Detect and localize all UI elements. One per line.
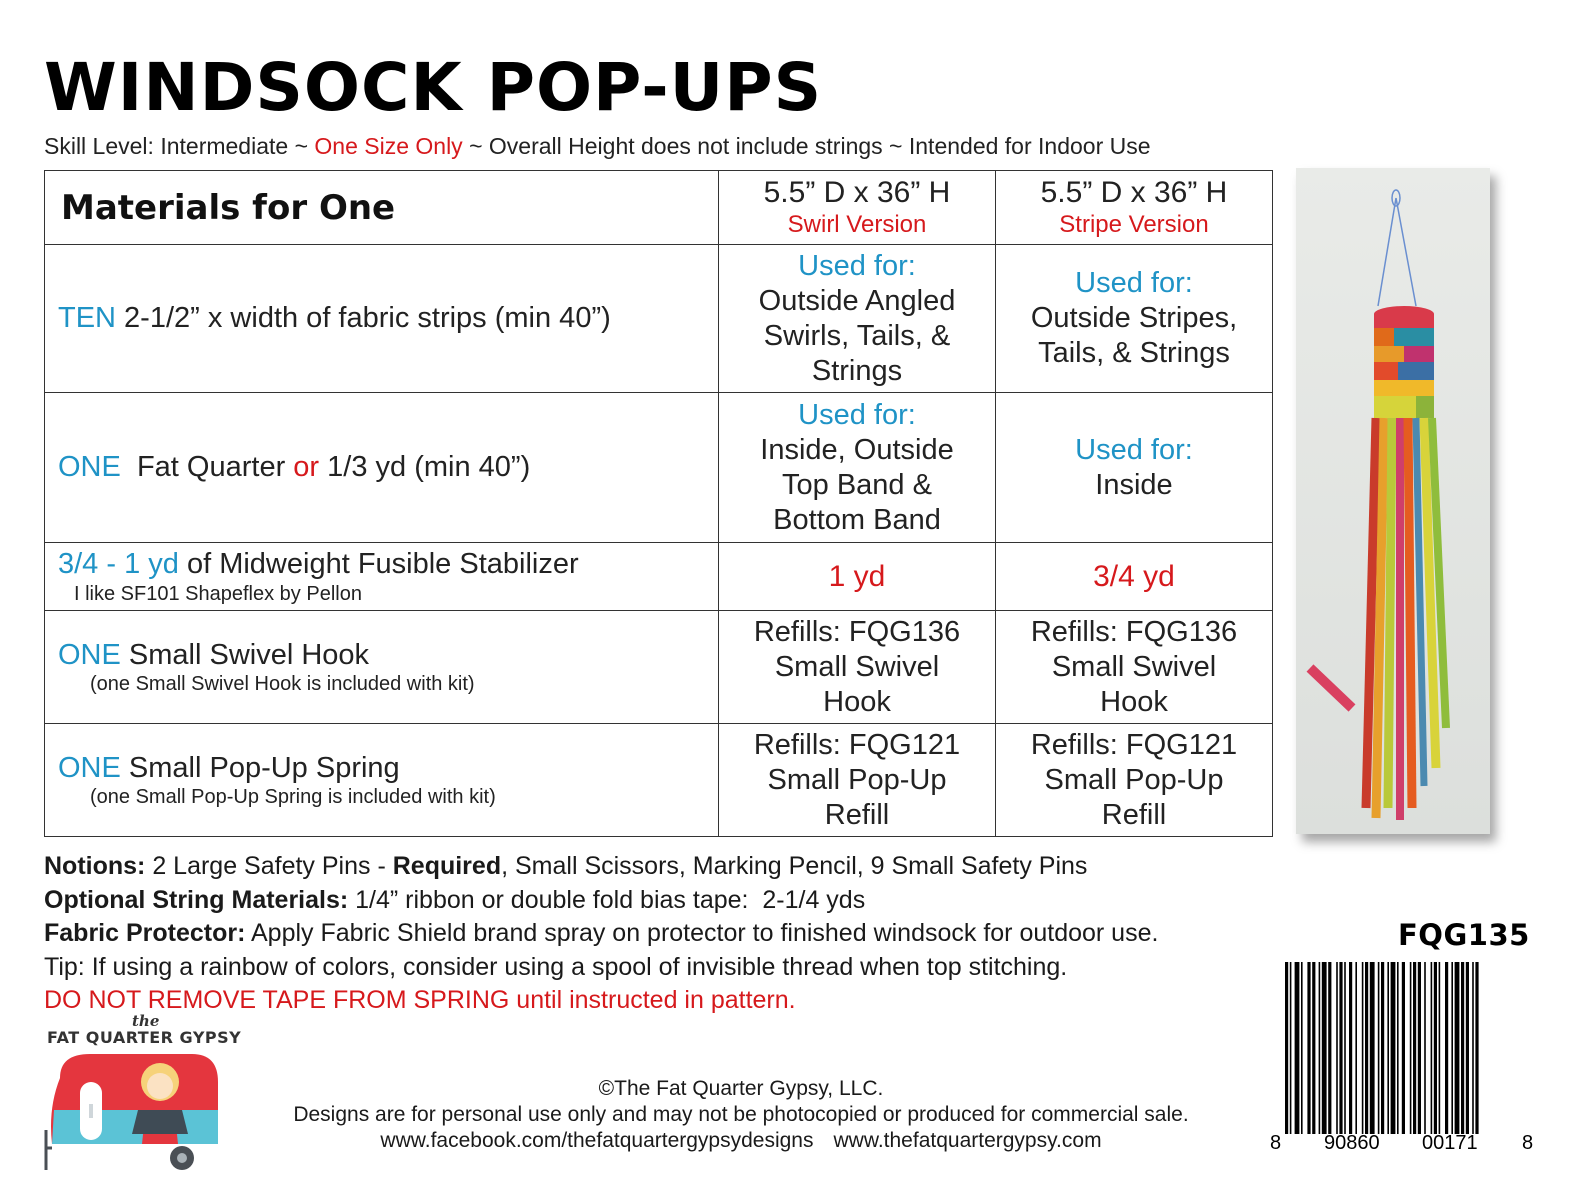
material-qty: ONE bbox=[58, 638, 121, 671]
swirl-amount bbox=[719, 543, 996, 611]
used-for-label: Used for: bbox=[798, 249, 916, 282]
barcode-bar bbox=[1301, 962, 1303, 1134]
material-note: I like SF101 Shapeflex by Pellon bbox=[74, 582, 362, 605]
table-row bbox=[45, 245, 1273, 393]
refill-line: Refills: FQG121 bbox=[753, 728, 961, 761]
used-for-label: Used for: bbox=[1075, 433, 1193, 466]
usage-line: Strings bbox=[811, 354, 903, 387]
barcode-bar bbox=[1312, 962, 1315, 1134]
refill-line: Refills: FQG121 bbox=[1030, 728, 1238, 761]
material-desc: of Midweight Fusible Stabilizer bbox=[178, 548, 579, 581]
barcode-bar bbox=[1387, 962, 1389, 1134]
notions-label: Notions: bbox=[44, 852, 146, 880]
notions-text: , Small Scissors, Marking Pencil, 9 Small Safety Pins bbox=[501, 852, 1088, 880]
barcode-bar bbox=[1391, 962, 1396, 1134]
materials-heading: Materials for One bbox=[45, 171, 719, 245]
materials-table bbox=[44, 170, 1273, 837]
swirl-header bbox=[719, 171, 996, 245]
barcode-bar bbox=[1397, 962, 1399, 1134]
barcode-bar bbox=[1355, 962, 1357, 1134]
stripe-version: Stripe Version bbox=[1059, 210, 1209, 238]
barcode-bar bbox=[1365, 962, 1368, 1134]
barcode-bar bbox=[1418, 962, 1421, 1134]
stripe-header bbox=[996, 171, 1273, 245]
amount-value: 1 yd bbox=[828, 559, 886, 593]
swirl-usage bbox=[719, 393, 996, 543]
refill-line: Small Swivel bbox=[1051, 650, 1217, 683]
stripe-refill bbox=[996, 724, 1273, 837]
barcode-bar bbox=[1410, 962, 1412, 1134]
material-fat-quarter bbox=[45, 393, 719, 543]
facebook-link[interactable]: www.facebook.com/thefatquartergypsydesigns bbox=[380, 1129, 814, 1152]
table-header-row bbox=[45, 171, 1273, 245]
refill-line: Refill bbox=[824, 798, 890, 831]
usage-line: Outside Angled bbox=[758, 284, 956, 317]
footer-links bbox=[225, 1128, 1257, 1154]
stripe-refill bbox=[996, 611, 1273, 724]
barcode-digit-last: 8 bbox=[1522, 1132, 1534, 1154]
used-for-label: Used for: bbox=[1075, 267, 1193, 299]
subtitle-height: ~ Overall Height does not include strings ~ Intended for Indoor Use bbox=[462, 133, 1151, 159]
usage-line: Outside Stripes, bbox=[1030, 302, 1238, 334]
footer bbox=[225, 1076, 1257, 1154]
table-row bbox=[45, 611, 1273, 724]
notions-line bbox=[44, 850, 1284, 884]
usage-line: Inside bbox=[1095, 468, 1173, 501]
disclaimer: Designs are for personal use only and may not be photocopied or produced for commercial sale. bbox=[293, 1103, 1189, 1126]
barcode-digits-left: 90860 bbox=[1324, 1132, 1380, 1154]
barcode-bar bbox=[1461, 962, 1464, 1134]
barcode-bar bbox=[1307, 962, 1310, 1134]
barcode-bar bbox=[1439, 962, 1441, 1134]
barcode-bar bbox=[1381, 962, 1384, 1134]
stripe-usage bbox=[996, 393, 1273, 543]
material-desc: 2-1/2” x width of fabric strips (min 40”) bbox=[116, 302, 611, 335]
protector-text: Apply Fabric Shield brand spray on protector to finished windsock for outdoor use. bbox=[245, 919, 1159, 947]
barcode-bar bbox=[1451, 962, 1453, 1134]
notions-required: Required bbox=[392, 852, 502, 880]
notions-text: 2 Large Safety Pins - bbox=[145, 852, 393, 880]
optional-line bbox=[44, 884, 1284, 918]
barcode-bar bbox=[1472, 962, 1474, 1134]
material-pop-up-spring bbox=[45, 724, 719, 837]
barcode-bar bbox=[1362, 962, 1364, 1134]
product-code: FQG135 bbox=[1398, 918, 1530, 952]
barcode-bar bbox=[1431, 962, 1433, 1134]
usage-line: Bottom Band bbox=[773, 503, 941, 536]
barcode-bar bbox=[1349, 962, 1352, 1134]
refill-line: Refill bbox=[1101, 798, 1167, 831]
optional-text: 1/4” ribbon or double fold bias tape: 2-1/4 yds bbox=[348, 885, 866, 914]
logo-name: FAT QUARTER GYPSY bbox=[47, 1028, 242, 1047]
barcode-bar bbox=[1475, 962, 1478, 1134]
page-title: WINDSOCK POP-UPS bbox=[44, 49, 823, 126]
usage-line: Top Band & bbox=[782, 468, 932, 501]
refill-line: Refills: FQG136 bbox=[1030, 615, 1238, 648]
barcode-digits-right: 00171 bbox=[1422, 1132, 1478, 1154]
usage-line: Swirls, Tails, & bbox=[763, 319, 951, 352]
refill-line: Small Swivel bbox=[774, 650, 940, 683]
barcode-bar bbox=[1402, 962, 1405, 1134]
website-link[interactable]: www.thefatquartergypsy.com bbox=[833, 1129, 1102, 1152]
material-strips bbox=[45, 245, 719, 393]
barcode-bar bbox=[1445, 962, 1448, 1134]
subtitle-skill: Skill Level: Intermediate ~ bbox=[44, 133, 315, 159]
material-or: or bbox=[293, 451, 320, 484]
copyright: ©The Fat Quarter Gypsy, LLC. bbox=[598, 1077, 884, 1100]
barcode-bar bbox=[1322, 962, 1327, 1134]
notes-section bbox=[44, 850, 1284, 1018]
swirl-refill bbox=[719, 611, 996, 724]
barcode-bar bbox=[1295, 962, 1300, 1134]
swirl-refill bbox=[719, 724, 996, 837]
barcode-bar bbox=[1290, 962, 1292, 1134]
usage-line: Inside, Outside bbox=[760, 433, 954, 466]
material-desc: Small Pop-Up Spring bbox=[120, 751, 400, 784]
refill-line: Small Pop-Up bbox=[767, 763, 947, 796]
material-swivel-hook bbox=[45, 611, 719, 724]
usage-line: Tails, & Strings bbox=[1038, 337, 1230, 369]
subtitle-size: One Size Only bbox=[314, 133, 463, 159]
material-qty: ONE bbox=[58, 451, 121, 484]
barcode-bar bbox=[1413, 962, 1416, 1134]
barcode-bar bbox=[1370, 962, 1375, 1134]
swirl-size: 5.5” D x 36” H bbox=[763, 175, 951, 209]
used-for-label: Used for: bbox=[798, 398, 916, 431]
material-note: (one Small Swivel Hook is included with kit) bbox=[90, 673, 475, 696]
barcode-bar bbox=[1378, 962, 1380, 1134]
windsock-photo bbox=[1296, 168, 1490, 834]
stripe-size: 5.5” D x 36” H bbox=[1040, 175, 1228, 209]
optional-label: Optional String Materials: bbox=[44, 885, 349, 914]
material-desc: Small Swivel Hook bbox=[120, 638, 370, 671]
swirl-version: Swirl Version bbox=[787, 210, 927, 238]
material-note: (one Small Pop-Up Spring is included with kit) bbox=[90, 786, 496, 809]
refill-line: Hook bbox=[823, 685, 891, 718]
logo-the: the bbox=[132, 1012, 160, 1030]
warning-caps: DO NOT REMOVE TAPE FROM SPRING bbox=[44, 986, 510, 1014]
barcode-bar bbox=[1455, 962, 1460, 1134]
tip-line: Tip: If using a rainbow of colors, consider using a spool of invisible thread when top stitching. bbox=[44, 952, 1068, 981]
material-qty: ONE bbox=[58, 751, 121, 784]
barcode-bar bbox=[1285, 962, 1288, 1134]
barcode-bar bbox=[1336, 962, 1338, 1134]
table-row bbox=[45, 543, 1273, 611]
refill-line: Hook bbox=[1100, 685, 1168, 718]
camper-logo bbox=[42, 1048, 227, 1173]
table-row bbox=[45, 393, 1273, 543]
stripe-usage bbox=[996, 245, 1273, 393]
warning-rest: until instructed in pattern. bbox=[509, 986, 796, 1014]
barcode-digit-first: 8 bbox=[1270, 1132, 1282, 1154]
material-stabilizer bbox=[45, 543, 719, 611]
material-qty: 3/4 - 1 yd bbox=[58, 548, 179, 581]
barcode-bar bbox=[1339, 962, 1342, 1134]
subtitle bbox=[44, 133, 1151, 160]
stripe-amount bbox=[996, 543, 1273, 611]
material-qty: TEN bbox=[58, 302, 116, 335]
amount-value: 3/4 yd bbox=[1093, 559, 1175, 593]
protector-line bbox=[44, 917, 1284, 951]
barcode-bar bbox=[1319, 962, 1321, 1134]
refill-line: Small Pop-Up bbox=[1044, 763, 1224, 796]
material-desc: 1/3 yd (min 40”) bbox=[319, 451, 531, 484]
protector-label: Fabric Protector: bbox=[44, 919, 246, 947]
barcode-bar bbox=[1424, 962, 1426, 1134]
upc-barcode bbox=[1283, 962, 1519, 1134]
refill-line: Refills: FQG136 bbox=[753, 615, 961, 648]
barcode-bar bbox=[1434, 962, 1437, 1134]
warning-line bbox=[44, 984, 1284, 1018]
barcode-bar bbox=[1328, 962, 1331, 1134]
material-desc: Fat Quarter bbox=[120, 451, 294, 484]
table-row bbox=[45, 724, 1273, 837]
barcode-bar bbox=[1344, 962, 1346, 1134]
swirl-usage bbox=[719, 245, 996, 393]
barcode-bar bbox=[1466, 962, 1469, 1134]
